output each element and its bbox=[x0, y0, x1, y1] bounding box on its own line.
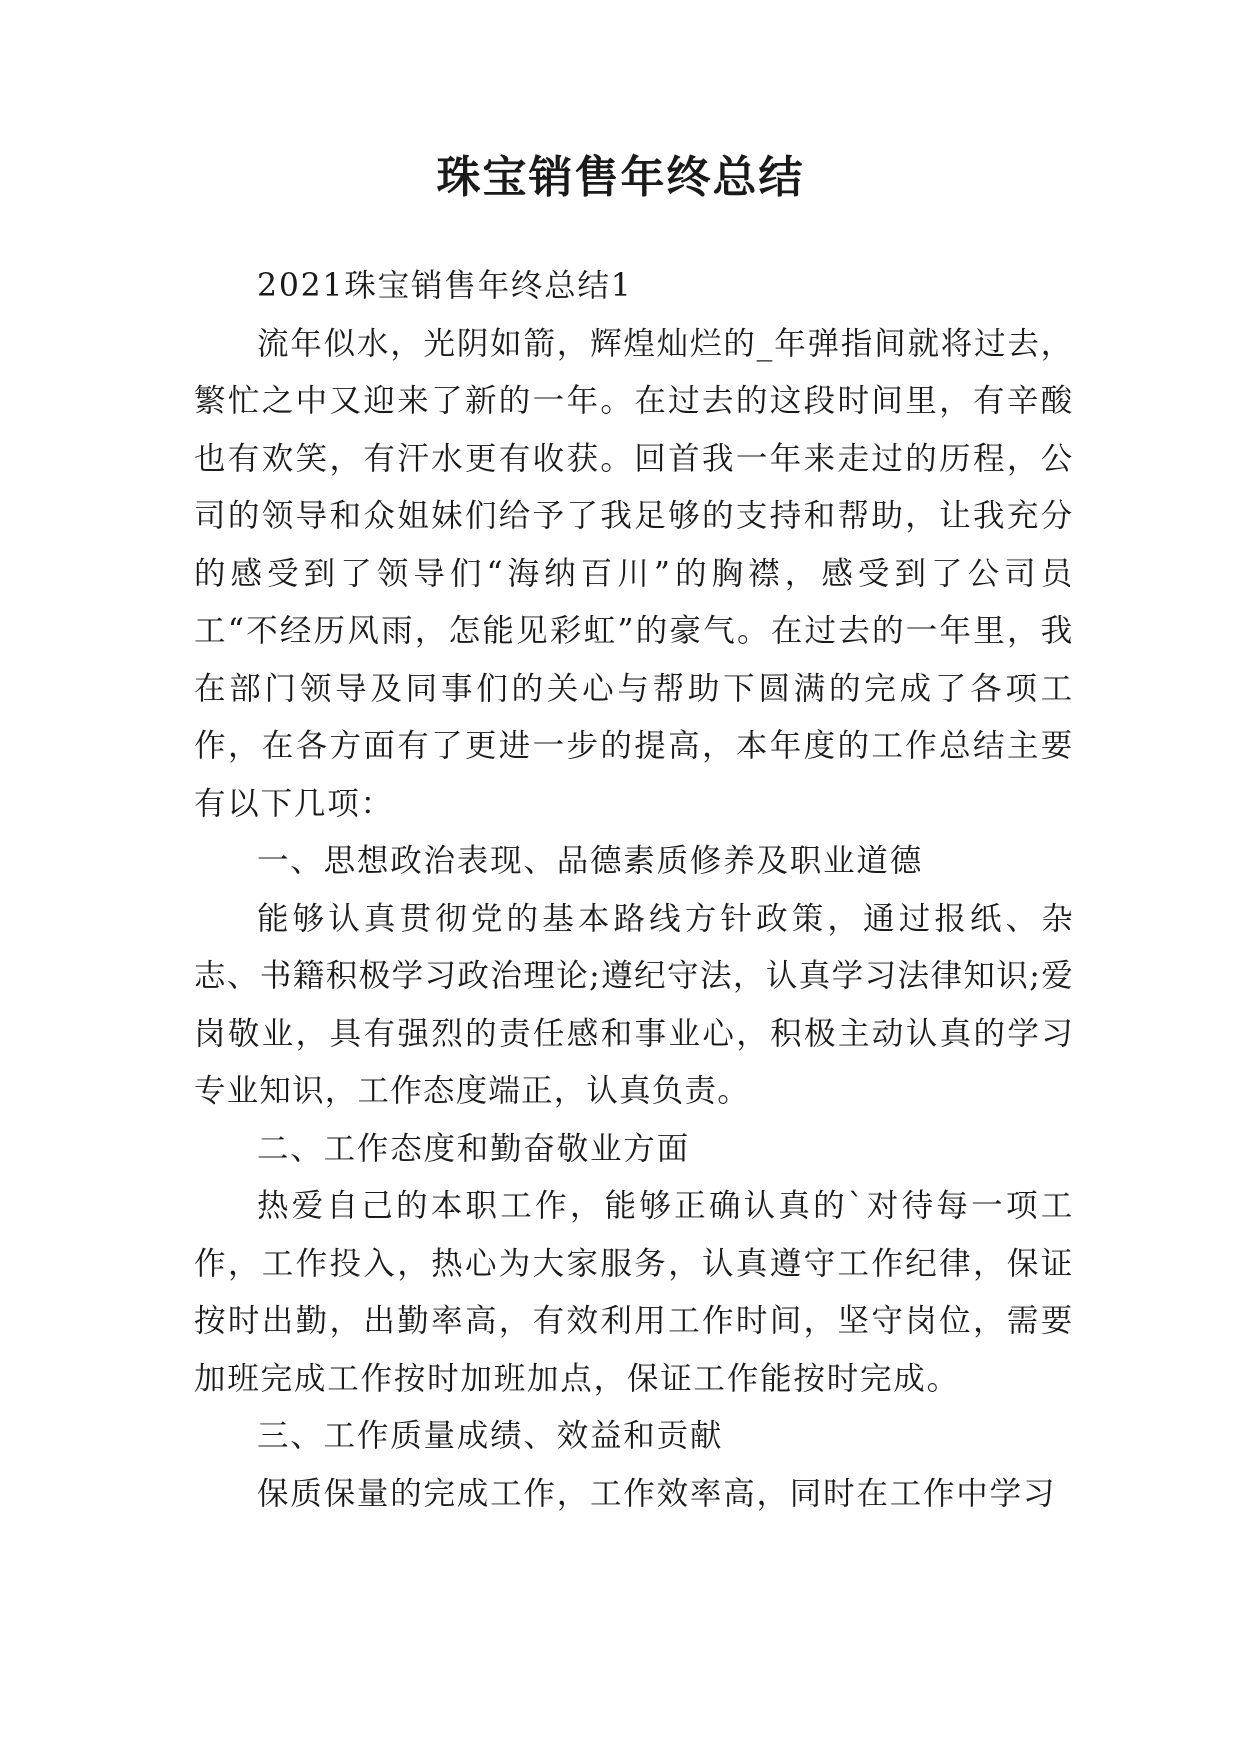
paragraph-section-1: 能够认真贯彻党的基本路线方针政策，通过报纸、杂志、书籍积极学习政治理论;遵纪守法，认真学习法律知识;爱岗敬业，具有强烈的责任感和事业心，积极主动认真的学习专业知识，工作态度端正，认真负责。 bbox=[194, 900, 1074, 1109]
paragraph-subtitle: 2021珠宝销售年终总结1 bbox=[257, 268, 633, 304]
paragraph-section-3: 保质保量的完成工作，工作效率高，同时在工作中学习 bbox=[257, 1475, 1057, 1512]
paragraph-intro: 流年似水，光阴如箭，辉煌灿烂的_年弹指间就将过去，繁忙之中又迎来了新的一年。在过去的这段时间里，有辛酸也有欢笑，有汗水更有收获。回首我一年来走过的历程，公司的领导和众姐妹们给予了我足够的支持和帮助，让我充分的感受到了领导们“海纳百川”的胸襟，感受到了公司员工“不经历风雨，怎能见彩虹”的豪气。在过去的一年里，我在部门领导及同事们的关心与帮助下圆满的完成了各项工作，在各方面有了更进一步的提高，本年度的工作总结主要有以下几项： bbox=[194, 325, 1074, 822]
section-heading-2: 二、工作态度和勤奋敬业方面 bbox=[257, 1130, 690, 1167]
section-heading-3: 三、工作质量成绩、效益和贡献 bbox=[257, 1418, 724, 1454]
document-title: 珠宝销售年终总结 bbox=[436, 152, 805, 203]
paragraph-section-2: 热爱自己的本职工作，能够正确认真的`对待每一项工作，工作投入，热心为大家服务，认真遵守工作纪律，保证按时出勤，出勤率高，有效利用工作时间，坚守岗位，需要加班完成工作按时加班加点，保证工作能按时完成。 bbox=[194, 1188, 1074, 1397]
document-body bbox=[194, 258, 1074, 1523]
section-heading-1: 一、思想政治表现、品德素质修养及职业道德 bbox=[257, 843, 924, 879]
